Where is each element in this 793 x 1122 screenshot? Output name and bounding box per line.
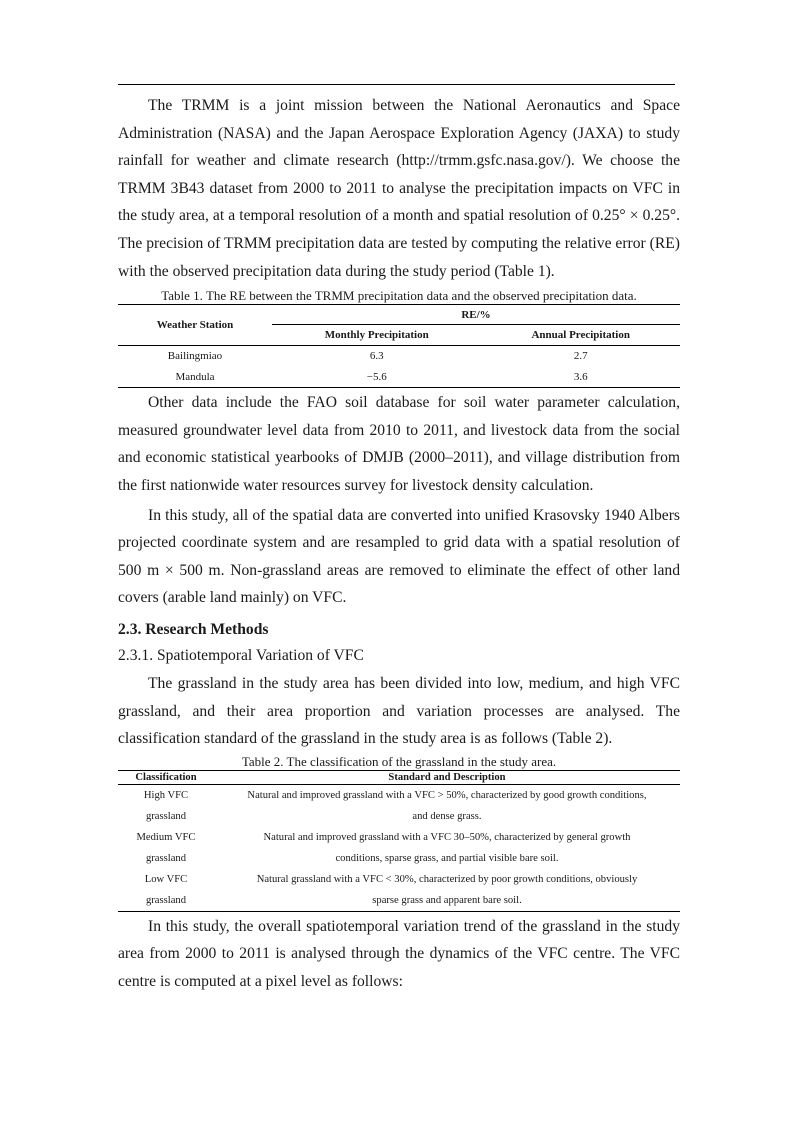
table2-class-line1: High VFC (143, 789, 189, 801)
paragraph-grassland: The grassland in the study area has been divided into low, medium, and high VFC grassland, and their area proportion and variation processes are analysed. The classification standard of the grassland in the study area is as follows (Table 2). (118, 674, 680, 748)
table2-class-line2: grassland (145, 894, 186, 906)
table2-desc-line2: conditions, sparse grass, and partial visible bare soil. (335, 852, 559, 864)
table2-class-line2: grassland (145, 810, 186, 822)
table2-desc-line1: Natural and improved grassland with a VFC 30–50%, characterized by general growth (263, 831, 631, 843)
table2-desc-line1: Natural and improved grassland with a VFC > 50%, characterized by good growth conditions, (247, 789, 647, 801)
table1-caption: Table 1. The RE between the TRMM precipitation data and the observed precipitation data. (161, 288, 637, 304)
table2-desc-line1: Natural grassland with a VFC < 30%, characterized by poor growth conditions, obviously (256, 873, 638, 885)
table-row (118, 827, 680, 869)
table1-col-annual: Annual Precipitation (482, 325, 681, 346)
table1-cell-station: Mandula (118, 367, 272, 388)
header-rule (118, 84, 675, 85)
table1-cell-monthly: −5.6 (272, 367, 482, 388)
section-heading: 2.3. Research Methods (118, 620, 269, 638)
table1 (118, 304, 680, 388)
table2-class-line1: Low VFC (144, 873, 188, 885)
table1-cell-annual: 2.7 (573, 350, 588, 363)
paragraph-other-data: Other data include the FAO soil database for soil water parameter calculation, measured groundwater level data from 2010 to 2011, and livestock data from the social and economic statistical yearbooks of DMJB (2000–2011), and village distribution from the first nationwide water resources survey for livestock density calculation. (118, 394, 680, 494)
paragraph-spatial-data: In this study, all of the spatial data are converted into unified Krasovsky 1940 Albers projected coordinate system and are resampled to grid data with a spatial resolution of 500 m × 500 m. Non-grassland areas are removed to eliminate the effect of other land covers (arable land mainly) on VFC. (118, 506, 680, 607)
table2-col-desc: Standard and Description (214, 770, 680, 784)
table2-caption: Table 2. The classification of the grassland in the study area. (241, 753, 557, 769)
table-row (118, 784, 680, 827)
paragraph-vfc-centre: In this study, the overall spatiotemporal variation trend of the grassland in the study area from 2000 to 2011 is analysed through the dynamics of the VFC centre. The VFC centre is computed at a pixel level as follows: (118, 917, 680, 990)
table1-col-group: RE/% (272, 305, 680, 325)
table2-desc-line2: and dense grass. (412, 810, 482, 822)
subsection-heading: 2.3.1. Spatiotemporal Variation of VFC (118, 646, 364, 664)
table1-cell-station: Bailingmiao (167, 350, 223, 363)
paragraph-trmm: The TRMM is a joint mission between the National Aeronautics and Space Administration (NASA) and the Japan Aerospace Exploration Agency (JAXA) to study rainfall for weather and climate research (http://trmm.gsfc.nasa.gov/). We choose the TRMM 3B43 dataset from 2000 to 2011 to analyse the precipitation impacts on VFC in the study area, at a temporal resolution of a month and spatial resolution of 0.25° × 0.25°. The precision of TRMM precipitation data are tested by computing the relative error (RE) with the observed precipitation data during the study period (Table 1). (118, 97, 680, 280)
table-row (118, 869, 680, 912)
table-row (118, 346, 680, 367)
table1-col-monthly: Monthly Precipitation (272, 325, 482, 346)
table2-class-line1: Medium VFC (136, 831, 196, 843)
page-content (118, 92, 680, 995)
table2 (118, 770, 680, 912)
table1-cell-annual: 3.6 (482, 367, 681, 388)
table1-col-station: Weather Station (118, 305, 272, 346)
table1-cell-monthly: 6.3 (369, 350, 384, 363)
table-row (118, 367, 680, 388)
table2-col-class: Classification (118, 770, 214, 784)
table2-desc-line2: sparse grass and apparent bare soil. (372, 894, 522, 906)
table2-class-line2: grassland (145, 852, 186, 864)
